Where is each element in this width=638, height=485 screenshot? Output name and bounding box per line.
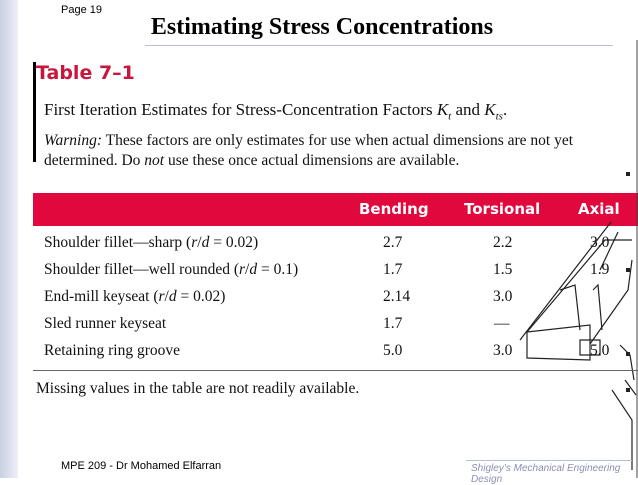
torsional-value: 3.0 xyxy=(493,288,513,305)
warning-part2: use these once actual dimensions are available. xyxy=(164,152,460,169)
bending-value: 2.14 xyxy=(383,288,411,305)
caption-text: First Iteration Estimates for Stress-Concentration Factors xyxy=(44,100,437,119)
caption-and: and xyxy=(451,100,485,119)
row-label: Shoulder fillet—sharp (r/d = 0.02) xyxy=(44,234,259,251)
footer-divider xyxy=(466,460,632,461)
bending-value: 5.0 xyxy=(383,342,403,359)
warning-lead: Warning: xyxy=(44,132,102,149)
row-label: End-mill keyseat (r/d = 0.02) xyxy=(44,288,226,305)
column-header-bending: Bending xyxy=(359,200,429,218)
axial-value: 1.9 xyxy=(590,261,610,278)
axial-value: 3.0 xyxy=(590,234,610,251)
warning-part1: These factors are only estimates for use when actual dimensions are not yet determined. Do xyxy=(44,132,574,169)
table-note: Missing values in the table are not readily available. xyxy=(36,380,360,397)
warning-not: not xyxy=(144,152,165,169)
torsional-value: 1.5 xyxy=(493,261,513,278)
torsional-value: — xyxy=(494,315,510,332)
torsional-value: 3.0 xyxy=(493,342,513,359)
footer-author: MPE 209 - Dr Mohamed Elfarran xyxy=(61,460,222,472)
symbol-kts: $K_{ts}$ xyxy=(484,100,503,123)
bending-value: 1.7 xyxy=(383,315,403,332)
table-bottom-rule xyxy=(33,370,638,371)
axial-value: 5.0 xyxy=(590,342,610,359)
row-label: Shoulder fillet—well rounded (r/d = 0.1) xyxy=(44,261,299,278)
shaft-sketch xyxy=(520,40,637,478)
slide-title: Estimating Stress Concentrations xyxy=(150,14,494,40)
page-number: Page 19 xyxy=(61,4,102,16)
torsional-value: 2.2 xyxy=(493,234,513,251)
column-header-axial: Axial xyxy=(578,200,620,218)
bending-value: 2.7 xyxy=(383,234,403,251)
row-label: Retaining ring groove xyxy=(44,342,181,359)
footer-book-title: Shigley’s Mechanical Engineering Design xyxy=(471,463,621,485)
caption-end: . xyxy=(502,100,508,119)
symbol-kt: $K_t$ xyxy=(436,100,452,123)
table-label: Table 7–1 xyxy=(36,62,135,84)
bending-value: 1.7 xyxy=(383,261,403,278)
column-header-torsional: Torsional xyxy=(464,200,541,218)
row-label: Sled runner keyseat xyxy=(44,315,167,332)
